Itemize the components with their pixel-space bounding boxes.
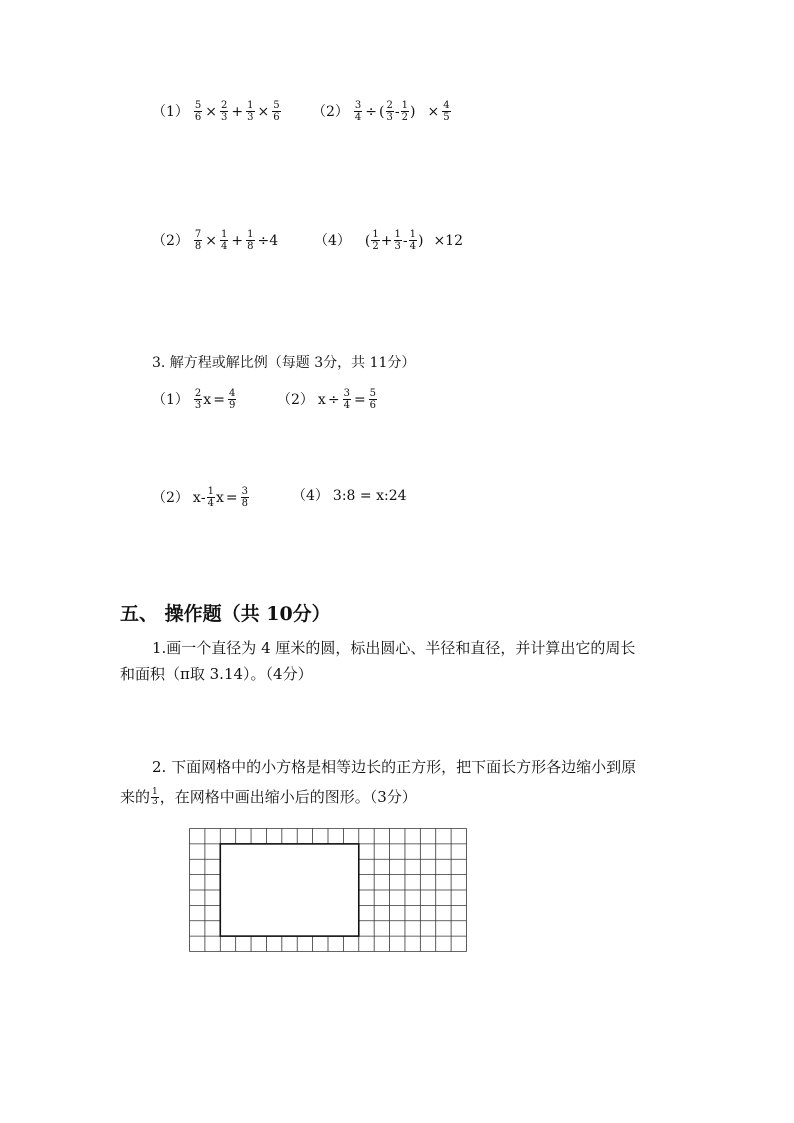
fraction: $\frac{1}{4}$ xyxy=(207,486,214,509)
fraction: $\frac{3}{4}$ xyxy=(354,100,362,123)
fraction: $\frac{1}{2}$ xyxy=(372,229,379,252)
problem-4: （4） ( $\frac{1}{2}$ + $\frac{1}{3}$ - $\frac{1}{4}$ ) ×12 xyxy=(314,229,463,252)
fraction: $\frac{1}{3}$ xyxy=(247,100,254,123)
problem-label: （1） xyxy=(152,391,189,408)
equation-1: （1） $\frac{2}{3}$ x = $\frac{4}{9}$ xyxy=(152,388,236,411)
fraction: $\frac{5}{6}$ xyxy=(369,388,377,411)
problem-label: （2） xyxy=(277,391,314,408)
fraction: $\frac{7}{8}$ xyxy=(194,229,202,252)
question-3-title: 3. 解方程或解比例（每题 3分，共 11分） xyxy=(152,355,416,371)
fraction: $\frac{2}{3}$ xyxy=(221,100,228,123)
equation-2: （2） x ÷ $\frac{3}{4}$ = $\frac{5}{6}$ xyxy=(277,388,377,411)
fraction: $\frac{3}{4}$ xyxy=(343,388,350,411)
problem-label: （2） xyxy=(152,232,189,249)
fraction: $\frac{1}{3}$ xyxy=(394,229,401,252)
equation-3: （2） x - $\frac{1}{4}$ x = $\frac{3}{8}$ xyxy=(152,486,248,509)
problem-label: （2） xyxy=(152,489,189,506)
problem-3: （2） $\frac{7}{8}$ × $\frac{1}{4}$ + $\frac{1}{8}$ ÷4 xyxy=(152,229,279,252)
equation-4: （4） 3:8 = x:24 xyxy=(292,488,407,504)
fraction: $\frac{5}{6}$ xyxy=(273,100,280,123)
fraction: $\frac{4}{9}$ xyxy=(228,388,236,411)
square-grid[interactable] xyxy=(189,828,467,952)
fraction: $\frac{1}{8}$ xyxy=(247,229,254,252)
fraction: $\frac{1}{4}$ xyxy=(221,229,228,252)
grid-drawing xyxy=(189,828,467,952)
problem-label: （4） xyxy=(314,232,351,249)
fraction: $\frac{1}{3}$ xyxy=(152,786,158,807)
question-2-line-2: 来的 $\frac{1}{3}$ ，在网格中画出缩小后的图形。（3分） xyxy=(120,786,417,807)
fraction: $\frac{1}{2}$ xyxy=(401,100,408,123)
problem-label: （2） xyxy=(312,103,349,120)
problem-label: （1） xyxy=(152,103,189,120)
problem-label: （4） xyxy=(292,488,329,504)
fraction: $\frac{5}{6}$ xyxy=(194,100,202,123)
question-1-line-1: 1.画一个直径为 4 厘米的圆，标出圆心、半径和直径，并计算出它的周长 xyxy=(152,639,636,657)
question-1-line-2: 和面积（π取 3.14）。（4分） xyxy=(120,665,313,683)
section-heading: 五、 操作题（共 10分） xyxy=(120,603,331,625)
fraction: $\frac{2}{3}$ xyxy=(386,100,393,123)
problem-2: （2） $\frac{3}{4}$ ÷ ( $\frac{2}{3}$ - $\frac{1}{2}$ ) × $\frac{4}{5}$ xyxy=(312,100,450,123)
fraction: $\frac{1}{4}$ xyxy=(409,229,416,252)
question-2-line-1: 2. 下面网格中的小方格是相等边长的正方形，把下面长方形各边缩小到原 xyxy=(152,758,637,776)
fraction: $\frac{3}{8}$ xyxy=(241,486,248,509)
problem-1: （1） $\frac{5}{6}$ × $\frac{2}{3}$ + $\frac{1}{3}$ × $\frac{5}{6}$ xyxy=(152,100,280,123)
fraction: $\frac{2}{3}$ xyxy=(194,388,202,411)
original-rectangle xyxy=(220,844,359,936)
fraction: $\frac{4}{5}$ xyxy=(443,100,450,123)
